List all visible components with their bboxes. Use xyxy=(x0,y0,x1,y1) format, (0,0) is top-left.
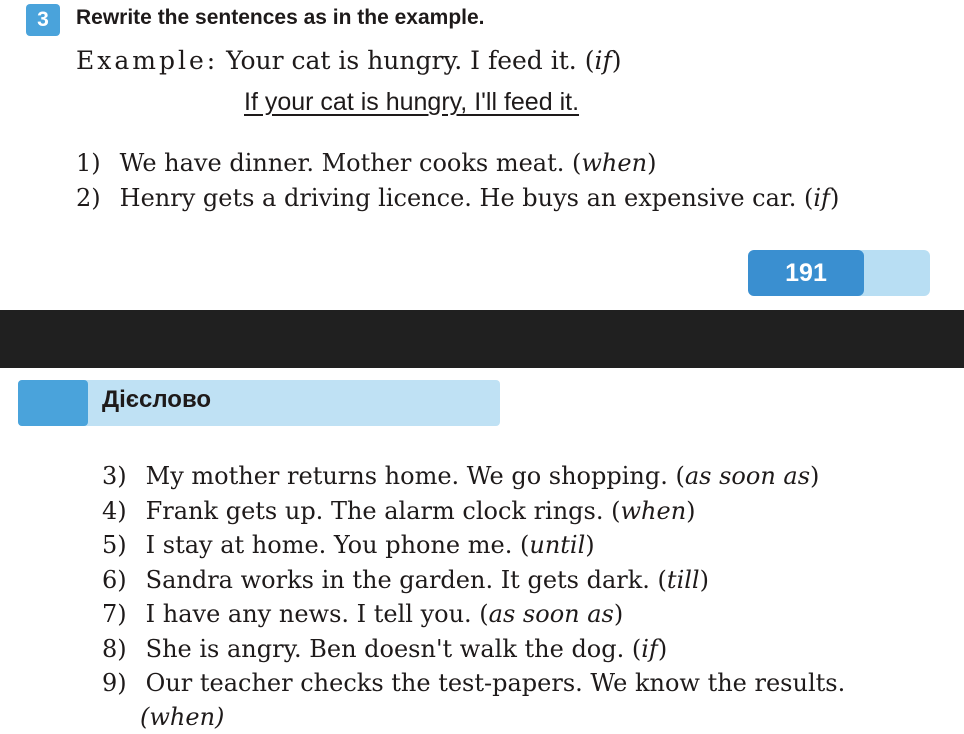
item-conjunction: when xyxy=(581,149,648,177)
item-conjunction: as soon as xyxy=(488,600,614,628)
item-close: ) xyxy=(686,496,696,525)
item-number: 5) xyxy=(102,531,127,559)
item-number: 4) xyxy=(102,496,127,525)
item-text: My mother returns home. We go shopping. ( xyxy=(145,462,685,490)
list-item xyxy=(102,528,845,563)
item-close: ) xyxy=(647,149,657,177)
example-line xyxy=(76,46,621,75)
item-conjunction: when xyxy=(620,496,687,525)
exercise-instruction: Rewrite the sentences as in the example. xyxy=(76,6,485,29)
item-text: Our teacher checks the test-papers. We know the results. xyxy=(145,669,846,697)
example-label: Example: xyxy=(76,46,219,75)
item-close: ) xyxy=(613,600,624,628)
item-text: Frank gets up. The alarm clock rings. ( xyxy=(145,496,621,525)
exercise-number-badge: 3 xyxy=(26,4,60,36)
list-item xyxy=(102,563,845,598)
list-item xyxy=(102,494,845,529)
section-title: Дієслово xyxy=(102,386,212,413)
item-text: She is angry. Ben doesn't walk the dog. ( xyxy=(145,634,642,663)
item-number: 2) xyxy=(76,183,101,212)
item-close: ) xyxy=(810,462,820,490)
example-conjunction: if xyxy=(594,46,612,75)
section-header-square xyxy=(18,380,88,426)
list-item xyxy=(102,666,845,701)
item-conjunction: if xyxy=(641,634,658,663)
item-number: 7) xyxy=(102,600,127,628)
item-number: 1) xyxy=(76,149,101,177)
item-text: We have dinner. Mother cooks meat. ( xyxy=(119,149,582,177)
example-answer: If your cat is hungry, I'll feed it. xyxy=(244,88,580,116)
item-close: ) xyxy=(585,531,595,559)
item-conjunction: until xyxy=(529,531,586,559)
sentence-list-bottom xyxy=(102,459,845,701)
item-conjunction: till xyxy=(666,565,700,594)
list-item xyxy=(76,181,839,216)
page-number: 191 xyxy=(748,250,864,296)
item-number: 3) xyxy=(102,462,127,490)
item-conjunction: if xyxy=(813,183,830,212)
list-item xyxy=(102,459,845,494)
item-close: ) xyxy=(829,183,840,212)
section-header-bar xyxy=(18,380,500,426)
item-number: 9) xyxy=(102,669,127,697)
list-item xyxy=(102,597,845,632)
item-9-continuation: (when) xyxy=(140,703,225,731)
list-item xyxy=(102,632,845,667)
item-number: 8) xyxy=(102,634,127,663)
example-text: Your cat is hungry. I feed it. ( xyxy=(226,46,595,75)
list-item xyxy=(76,146,839,181)
item-conjunction: as soon as xyxy=(684,462,811,490)
example-close: ) xyxy=(611,46,622,75)
item-close: ) xyxy=(657,634,668,663)
item-text: I have any news. I tell you. ( xyxy=(145,600,489,628)
item-text: I stay at home. You phone me. ( xyxy=(145,531,530,559)
sentence-list-top xyxy=(76,146,839,215)
item-close: ) xyxy=(699,565,709,594)
item-number: 6) xyxy=(102,565,127,594)
item-text: Henry gets a driving licence. He buys an expensive car. ( xyxy=(119,183,814,212)
item-text: Sandra works in the garden. It gets dark. ( xyxy=(145,565,667,594)
page-divider xyxy=(0,310,964,368)
